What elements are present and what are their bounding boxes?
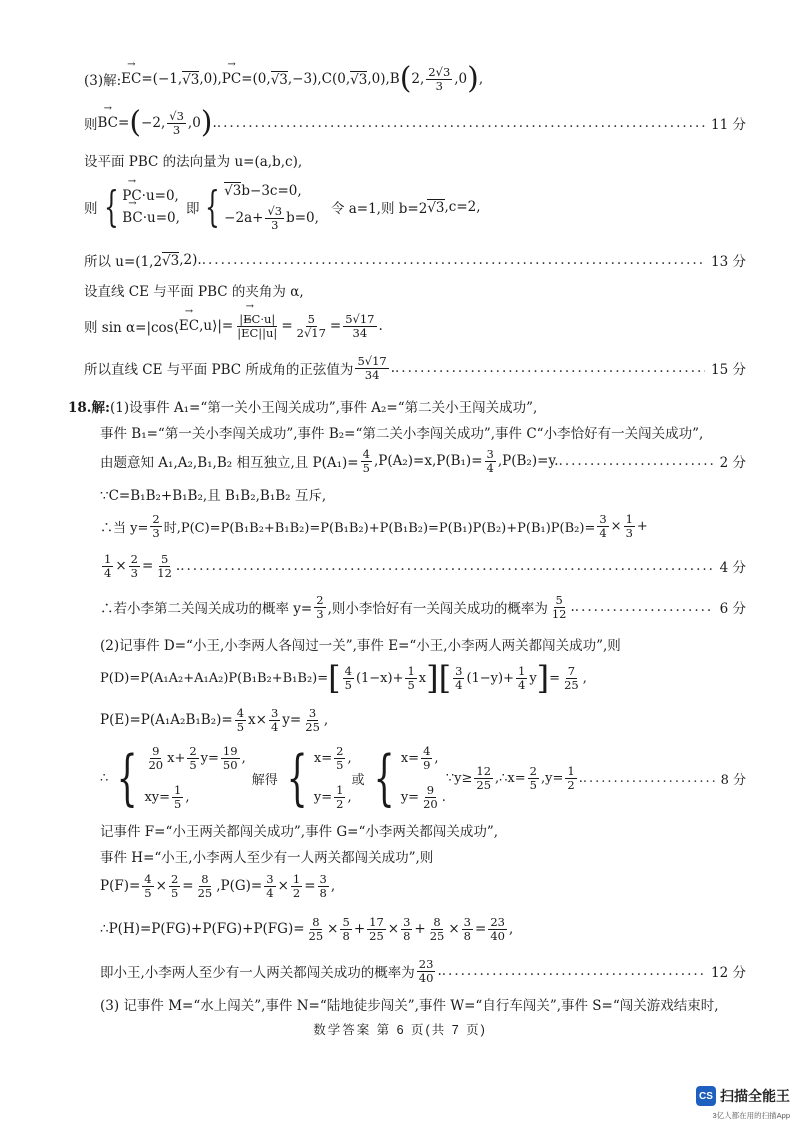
line-system-2 [100, 740, 746, 816]
fraction: $\frac{4}{5}$ [344, 663, 352, 692]
text: × [610, 518, 622, 534]
text: = [281, 318, 293, 334]
fraction: $\frac{8}{25}$ [197, 871, 213, 900]
line-q18-3 [100, 446, 746, 476]
text: × [277, 878, 289, 894]
dot-leader [575, 599, 714, 615]
score-label: 13 分 [711, 254, 746, 270]
equation-system: { $\frac{9}{20}$ x+ $\frac{2}{5}$ y= $\frac{19}{50}$ , xy= $\frac{1}{5}$ , [116, 743, 246, 813]
fraction: $\frac{23}{40}$ [418, 956, 434, 985]
fraction: $\frac{4}{5}$ [236, 705, 245, 734]
text: , [323, 712, 329, 728]
score-label: 8 分 [720, 772, 746, 788]
text: 即小王,小李两人至少有一人两关都闯关成功的概率为 [100, 965, 415, 981]
equation-system: { x= $\frac{4}{9}$ , y= $\frac{9}{20}$ . [373, 743, 446, 813]
question-number: 18.解: [68, 400, 110, 416]
bracket-close: ] [536, 659, 550, 697]
text: ,∴x= [495, 770, 526, 786]
fraction: $\frac{3}{25}$ [305, 705, 320, 734]
text: = [304, 878, 316, 894]
text: 则 [84, 117, 98, 133]
paren-close: ) [467, 61, 479, 96]
text: 则 [84, 201, 98, 217]
fraction: $\frac{2}{3}$ [152, 511, 160, 540]
score-label: 12 分 [711, 965, 746, 981]
score-label: 15 分 [711, 362, 746, 378]
line-h-def [100, 846, 744, 866]
line-q18-5 [100, 510, 746, 542]
fraction: $\frac{3}{4}$ [486, 446, 494, 475]
text: . [578, 770, 583, 786]
page-footer: 数学答案 第 6 页(共 7 页) [313, 1023, 487, 1037]
fraction: $\frac{2}{3}$ [316, 592, 324, 621]
text: ,0),B [367, 71, 400, 87]
bracket-close: ] [426, 659, 439, 697]
fraction: $\frac{3}{8}$ [403, 914, 411, 943]
text: ∴ [100, 770, 109, 786]
dot-leader [217, 115, 705, 131]
line-q18-4 [100, 484, 744, 504]
equation-system: { x= $\frac{2}{5}$ , y= $\frac{1}{2}$ , [286, 743, 352, 813]
text: =(−1, [141, 71, 183, 87]
text: 所以直线 CE 与平面 PBC 所成角的正弦值为 [84, 362, 354, 378]
equation-system: { → PC·u=0, → BC·u=0, [98, 186, 180, 228]
line-q18-part3 [100, 994, 744, 1014]
dot-leader [559, 453, 714, 469]
text: = [182, 878, 194, 894]
fraction: → |EC·u| → |EC||u| [235, 313, 279, 340]
fraction: $\frac{4}{5}$ [144, 871, 152, 900]
dot-leader [442, 963, 705, 979]
text: × [115, 558, 127, 574]
text: 即 [185, 201, 200, 217]
fraction: $\frac{5√17}{34}$ [345, 311, 375, 340]
paren-open: ( [129, 105, 142, 140]
part-label: (3)解: [84, 73, 122, 89]
text: . [175, 558, 181, 574]
text: P(E)=P(A₁A₂B₁B₂)= [100, 712, 233, 728]
text: (1−y)+ [466, 670, 514, 686]
text: = [329, 318, 342, 334]
text: ∴P(H)=P(FG)+P(FG)+P(FG)= [100, 921, 305, 937]
fraction: $\frac{2}{3}$ [130, 551, 138, 580]
line-fg-def [100, 820, 744, 840]
line-normal-def [84, 150, 744, 170]
text: 记事件 F=“小王两关都闯关成功”,事件 G=“小李两关都闯关成功”, [100, 824, 499, 840]
score-label: 6 分 [719, 601, 746, 617]
fraction: $\frac{5}{8}$ [342, 914, 350, 943]
text: ,0), [199, 71, 222, 87]
text: P(F)= [100, 878, 141, 894]
bracket-open: [ [328, 659, 341, 697]
text: y= [282, 712, 302, 728]
line-ans3 [84, 350, 746, 386]
paren-close: ) [200, 105, 213, 140]
text: P(D)=P(A₁A₂+A₁A₂)P(B₁B₂+B₁B₂)= [100, 670, 329, 686]
line-q18-2 [100, 422, 744, 442]
camscanner-watermark [696, 1086, 790, 1106]
fraction: $\frac{4}{5}$ [362, 446, 370, 475]
fraction: $\frac{12}{25}$ [476, 763, 492, 792]
line-q18-6 [100, 550, 746, 582]
text: =(0, [241, 71, 271, 87]
fraction: $\frac{2}{5}$ [170, 871, 179, 900]
text: , [582, 670, 587, 686]
text: (1)设事件 A₁=“第一关小王闯关成功”,事件 A₂=“第二关小王闯关成功”, [109, 400, 538, 416]
text: 设平面 PBC 的法向量为 u=(a,b,c), [84, 154, 303, 170]
fraction: $\frac{3}{8}$ [319, 871, 327, 900]
fraction: $\frac{2√3}{3}$ [428, 64, 451, 93]
text: . [390, 360, 396, 376]
line-system [84, 178, 744, 236]
fraction: $\frac{5}{2√17}$ [296, 311, 326, 340]
line-ans2 [100, 956, 746, 986]
text: 或 [351, 772, 365, 788]
fraction: $\frac{1}{3}$ [625, 511, 633, 540]
dot-leader [180, 558, 713, 574]
text: 事件 B₁=“第一关小李闯关成功”,事件 B₂=“第二关小李闯关成功”,事件 C“小李恰好有一关闯关成功”, [100, 426, 704, 442]
vector-ec: → EC [121, 71, 141, 87]
text: 则 sin α=|cos⟨ [84, 320, 179, 336]
text: x× [248, 712, 267, 728]
paren-open: ( [399, 61, 412, 96]
fraction: $\frac{7}{25}$ [564, 663, 579, 692]
text: ,P(G)= [216, 878, 263, 894]
text: 令 a=1,则 b=2 [330, 201, 428, 217]
text: + [636, 518, 648, 534]
line-q18-1 [68, 396, 744, 416]
text: ,u⟩|= [199, 318, 234, 334]
text: . [570, 599, 575, 615]
text: ∵C=B₁B₂+B₁B₂,且 B₁B₂,B₁B₂ 互斥, [100, 488, 327, 504]
text: 设直线 CE 与平面 PBC 的夹角为 α, [84, 284, 304, 300]
text: ∵y≥ [445, 770, 473, 786]
fraction: $\frac{3}{4}$ [455, 663, 463, 692]
text: y [529, 670, 537, 686]
line-pf-pg [100, 870, 746, 902]
text: ∴若小李第二关闯关成功的概率 y= [100, 601, 313, 617]
text: = [141, 558, 154, 574]
text: ,y= [540, 770, 564, 786]
fraction: $\frac{2}{5}$ [529, 763, 537, 792]
text: 所以 u=(1,2 [84, 254, 163, 270]
line-angle-def [84, 280, 744, 300]
fraction: $\frac{3}{8}$ [463, 914, 471, 943]
text: ,2). [179, 252, 202, 268]
text: x [418, 670, 427, 686]
line-bc: 则 → BC = ( −2, $\frac{√3}{3}$ ,0 ) . ..... 11 分 [84, 108, 746, 138]
sqrt-3: √ 3 [427, 199, 444, 216]
text: ,P(B₂)=y. [497, 453, 559, 469]
equation-system: { √ 3b−3c=0, −2a+ $\frac{√3}{3}$ b=0, [199, 183, 319, 232]
text: . [437, 963, 442, 979]
fraction: $\frac{5√17}{34}$ [357, 353, 387, 382]
dot-leader [395, 360, 705, 376]
text: = [549, 670, 561, 686]
camscanner-name: 扫描全能王 [720, 1088, 790, 1104]
text: ,P(A₂)=x,P(B₁)= [373, 453, 483, 469]
score-label: 2 分 [719, 455, 746, 471]
line-p3-vectors: (3)解: → EC =(−1, √ 3 ,0), → PC =(0, √ 3 ,−3),C(0, √ 3 ,0),B ( 2, $\frac{2√3}{3}$ ,0 ) , [84, 64, 744, 94]
line-q18-8 [100, 634, 744, 654]
fraction: $\frac{5}{12}$ [551, 592, 567, 621]
sqrt-3: √ 3 [182, 71, 199, 88]
line-pd [100, 660, 746, 696]
camscanner-logo-icon: CS [696, 1086, 716, 1106]
text: (2)记事件 D=“小王,小李两人各闯过一关”,事件 E=“小王,小李两人两关都闯关成功”,则 [100, 638, 621, 654]
sqrt-3: √ 3 [162, 252, 179, 269]
text: . [378, 318, 383, 334]
bracket-open: [ [438, 659, 452, 697]
sqrt-3: √ 3 [350, 71, 367, 88]
fraction: $\frac{1}{4}$ [104, 551, 112, 580]
fraction: $\frac{23}{40}$ [490, 914, 505, 943]
text: ,−3),C(0, [287, 71, 351, 87]
fraction: $\frac{5}{12}$ [157, 551, 172, 580]
dot-leader [202, 252, 705, 268]
text: ,0 [187, 115, 201, 131]
dot-leader [583, 771, 715, 786]
fraction: $\frac{√3}{3}$ [169, 108, 184, 137]
text: 2, [411, 71, 425, 87]
text: (3) 记事件 M=“水上闯关”,事件 N=“陆地徒步闯关”,事件 W=“自行车闯关”,事件 S=“闯关游戏结束时, [100, 998, 719, 1014]
text: 解得 [251, 772, 278, 788]
text: ∴当 y= [100, 520, 149, 536]
line-q18-7 [100, 592, 746, 622]
vector-bc: → BC [98, 115, 119, 131]
fraction: $\frac{8}{25}$ [308, 914, 324, 943]
line-sin [84, 306, 744, 346]
fraction: $\frac{17}{25}$ [369, 914, 384, 943]
fraction: $\frac{1}{4}$ [517, 663, 526, 692]
line-pe [100, 704, 746, 736]
fraction: $\frac{1}{5}$ [407, 663, 415, 692]
text: 时,P(C)=P(B₁B₂+B₁B₂)=P(B₁B₂)+P(B₁B₂)=P(B₁)P(B₂)+P(B₁)P(B₂)= [163, 520, 596, 536]
text: , [330, 878, 336, 894]
text: 由题意知 A₁,A₂,B₁,B₂ 相互独立,且 P(A₁)= [100, 455, 359, 471]
fraction: $\frac{1}{2}$ [292, 871, 301, 900]
fraction: $\frac{8}{25}$ [429, 914, 445, 943]
sqrt-3: √ 3 [271, 71, 288, 88]
text: ,c=2, [444, 199, 481, 215]
fraction: $\frac{3}{4}$ [266, 871, 274, 900]
score-label: 11 分 [711, 117, 746, 133]
text: , [508, 921, 514, 937]
fraction: $\frac{1}{2}$ [567, 763, 575, 792]
vector-pc: → PC [222, 71, 241, 87]
text: ,则小李恰好有一关闯关成功的概率为 [327, 601, 548, 617]
vector-ec: → EC [179, 318, 199, 334]
line-u-result [84, 250, 746, 270]
line-ph: ∴P(H)=P(FG)+P(FG)+P(FG)= $\frac{8}{25}$ × $\frac{5}{8}$ + $\frac{17}{25}$ × $\frac{3}{8}$ + $\frac{8}{25}$ × $\frac{3}{8}$ = $\frac{23}{40}$ , [100, 914, 514, 943]
text: (1−x)+ [355, 670, 404, 686]
text: 事件 H=“小王,小李两人至少有一人两关都闯关成功”,则 [100, 850, 434, 866]
score-label: 4 分 [719, 560, 746, 576]
text: = [118, 115, 130, 131]
text: ,0 [454, 71, 468, 87]
fraction: $\frac{3}{4}$ [599, 511, 607, 540]
text: −2, [141, 115, 166, 131]
camscanner-tagline: 3亿人都在用的扫描App [712, 1111, 790, 1120]
fraction: $\frac{3}{4}$ [270, 705, 279, 734]
text: × [155, 878, 167, 894]
